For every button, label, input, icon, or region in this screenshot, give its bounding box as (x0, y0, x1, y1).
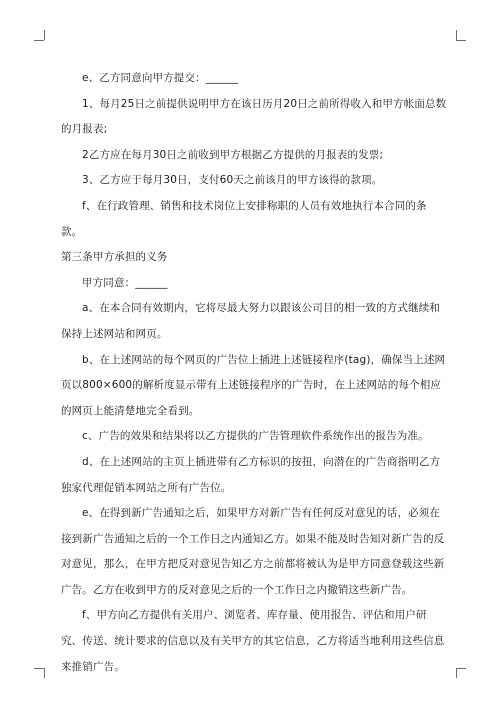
paragraph-payment: 3、乙方应于每月30日，支付60天之前该月的甲方该得的款项。 (82, 174, 383, 187)
paragraph-obligation-a: a、在本合同有效期内，它将尽最大努力以跟该公司目的相一致的方式继续和保持上述网站和网页。 (61, 302, 441, 340)
paragraph-obligation-b: b、在上述网站的每个网页的广告位上插进上述链接程序(tag)，确保当上述网页以800×600的解析度显示带有上述链接程序的广告时，在上述网站的每个相应的网页上能清楚地完全看到。 (61, 353, 446, 417)
paragraph-obligation-e: e、在得到新广告通知之后，如果甲方对新广告有任何反对意见的话，必须在接到新广告通知之后的一个工作日之内通知乙方。如果不能及时告知对新广告的反对意见，那么，在甲方把反对意见告知乙方之前都将被认为是甲方同意登载这些新广告。乙方在收到甲方的反对意见之后的一个工作日之内撤销这些新广告。 (61, 507, 445, 596)
paragraph-monthly-report: 1、每月25日之前提供说明甲方在该日历月20日之前所得收入和甲方帐面总数的月报表; (61, 97, 447, 136)
paragraph-obligation-d: d、在上述网站的主页上插进带有乙方标识的按扭，向潜在的广告商指明乙方独家代理促销本网站之所有广告位。 (61, 455, 441, 494)
section-heading-party-a-obligations: 第三条甲方承担的义务 (61, 251, 168, 264)
paragraph-staffing: f、在行政管理、销售和技术岗位上安排称职的人员有效地执行本合同的条款。 (61, 199, 427, 238)
document-body (61, 66, 447, 680)
paragraph-party-b-submit: e、乙方同意向甲方提交：______ (82, 72, 239, 84)
paragraph-obligation-f: f、甲方向乙方提供有关用户、浏览者、库存量、使用报告、评估和用户研究、传送、统计要求的信息以及有关甲方的其它信息，乙方将适当地利用这些信息来推销广告。 (61, 609, 445, 673)
paragraph-obligation-c: c、广告的效果和结果将以乙方提供的广告管理软件系统作出的报告为准。 (82, 430, 429, 443)
paragraph-invoice: 2乙方应在每月30日之前收到甲方根据乙方提供的月报表的发票; (82, 148, 384, 161)
paragraph-party-a-agrees: 甲方同意：______ (82, 276, 168, 289)
